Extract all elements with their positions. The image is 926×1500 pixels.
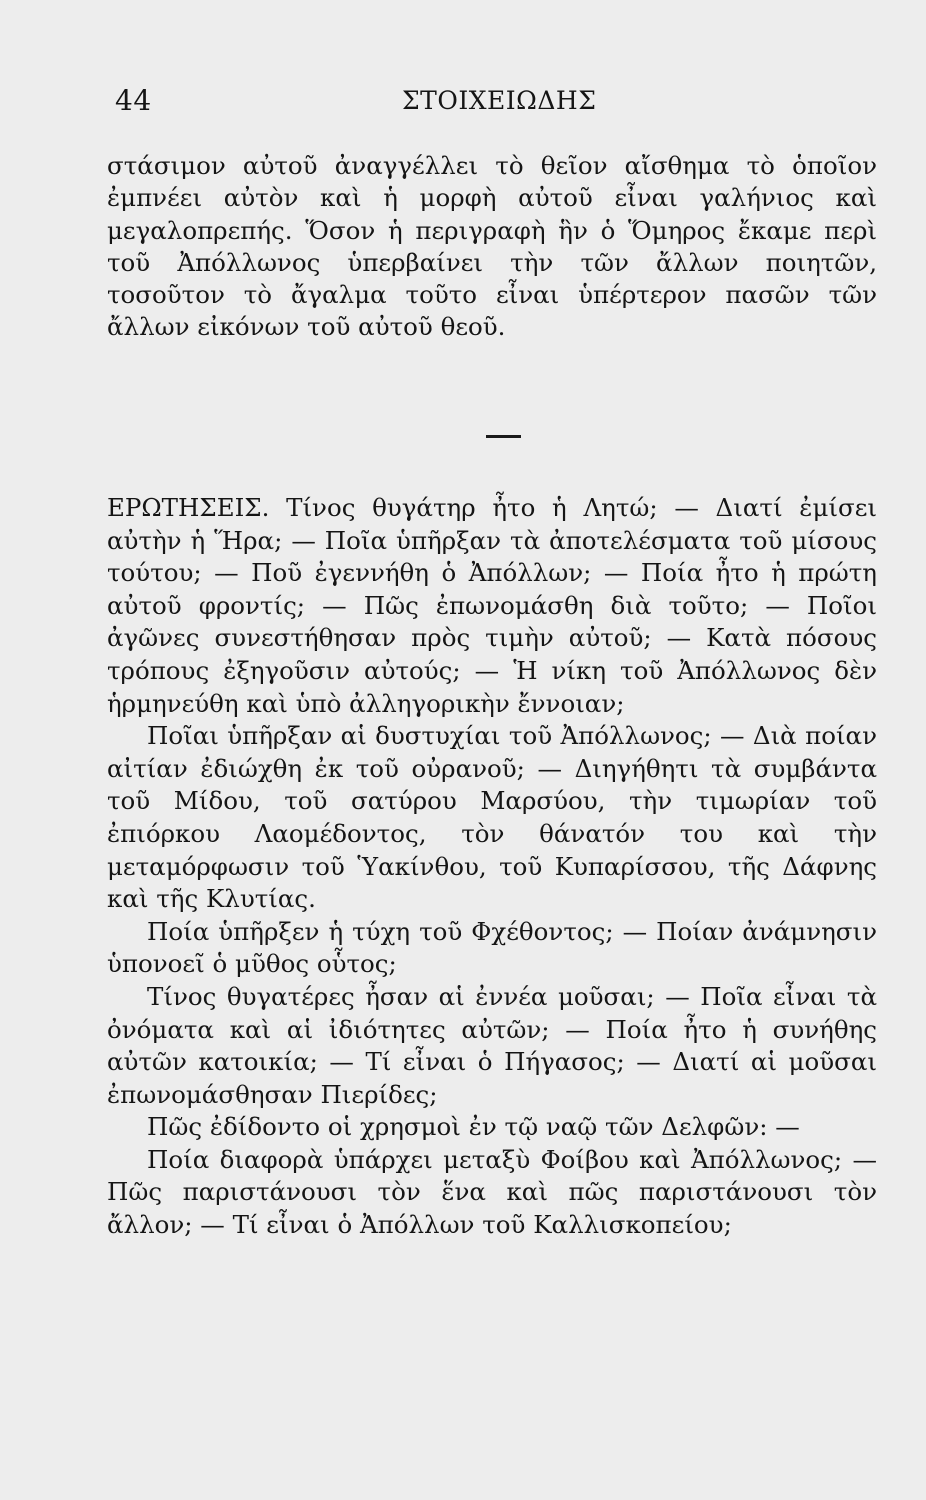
questions-section — [107, 492, 877, 1242]
question-paragraph: Ποία ὑπῆρξεν ἡ τύχη τοῦ Φχέθοντος; — Ποίαν ἀνάμνησιν ὑπονοεῖ ὁ μῦθος οὗτος; — [107, 916, 877, 979]
running-title: ΣΤΟΙΧΕΙΩΔΗΣ — [402, 86, 597, 115]
question-paragraph: Ποῖαι ὑπῆρξαν αἱ δυστυχίαι τοῦ Ἀπόλλωνος; — Διὰ ποίαν αἰτίαν ἐδιώχθη ἐκ τοῦ οὐρανοῦ; — Διηγήθητι τὰ συμβάντα τοῦ Μίδου, τοῦ σατύρου Μαρσύου, τὴν τιμωρίαν τοῦ ἐπιόρκου Λαομέδοντος, τὸν θάνατόν του καὶ τὴν μεταμόρφωσιν τοῦ Ὑακίνθου, τοῦ Κυπαρίσσου, τῆς Δάφνης καὶ τῆς Κλυτίας. — [107, 721, 877, 914]
intro-paragraph: στάσιμον αὐτοῦ ἀναγγέλλει τὸ θεῖον αἴσθημα τὸ ὁποῖον ἐμπνέει αὐτὸν καὶ ἡ μορφὴ αὐτοῦ εἶναι γαλήνιος καὶ μεγαλοπρεπής. Ὅσον ἡ περιγραφὴ ἣν ὁ Ὅμηρος ἔκαμε περὶ τοῦ Ἀπόλλωνος ὑπερβαίνει τὴν τῶν ἄλλων ποιητῶν, τοσοῦτον τὸ ἄγαλμα τοῦτο εἶναι ὑπέρτερον πασῶν τῶν ἄλλων εἰκόνων τοῦ αὐτοῦ θεοῦ. — [107, 151, 877, 342]
page-header — [115, 84, 815, 124]
question-paragraph: Πῶς ἐδίδοντο οἱ χρησμοὶ ἐν τῷ ναῷ τῶν Δελφῶν: — — [147, 1112, 800, 1142]
intro-text-block — [107, 150, 877, 344]
page-number: 44 — [115, 84, 152, 117]
question-paragraph: Τίνος θυγατέρες ἦσαν αἱ ἐννέα μοῦσαι; — Ποῖα εἶναι τὰ ὀνόματα καὶ αἱ ἰδιότητες αὐτῶν; — Ποία ἦτο ἡ συνήθης αὐτῶν κατοικία; — Τί εἶναι ὁ Πήγασος; — Διατί αἱ μοῦσαι ἐπωνομάσθησαν Πιερίδες; — [107, 981, 877, 1109]
question-paragraph: Ποία διαφορὰ ὑπάρχει μεταξὺ Φοίβου καὶ Ἀπόλλωνος; — Πῶς παριστάνουσι τὸν ἕνα καὶ πῶς παριστάνουσι τὸν ἄλλον; — Τί εἶναι ὁ Ἀπόλλων τοῦ Καλλισκοπείου; — [107, 1144, 877, 1240]
section-divider — [486, 435, 521, 438]
question-paragraph: ΕΡΩΤΗΣΕΙΣ. Τίνος θυγάτηρ ἦτο ἡ Λητώ; — Διατί ἐμίσει αὐτὴν ἡ Ἥρα; — Ποῖα ὑπῆρξαν τὰ ἀποτελέσματα τοῦ μίσους τούτου; — Ποῦ ἐγεννήθη ὁ Ἀπόλλων; — Ποία ἦτο ἡ πρώτη αὐτοῦ φροντίς; — Πῶς ἐπωνομάσθη διὰ τοῦτο; — Ποῖοι ἀγῶνες συνεστήθησαν πρὸς τιμὴν αὐτοῦ; — Κατὰ πόσους τρόπους ἐξηγοῦσιν αὐτούς; — Ἡ νίκη τοῦ Ἀπόλλωνος δὲν ἡρμηνεύθη καὶ ὑπὸ ἀλληγορικὴν ἔννοιαν; — [107, 493, 877, 718]
